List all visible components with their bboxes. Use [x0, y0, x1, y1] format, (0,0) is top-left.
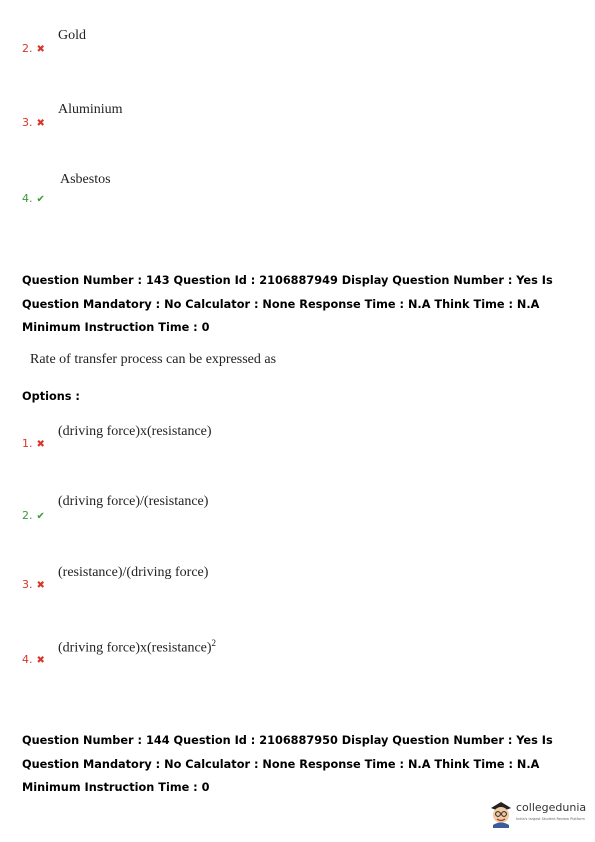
check-icon: ✔ [36, 194, 45, 205]
options-label: Options : [22, 390, 80, 403]
option-number: 2. ✔ [22, 509, 45, 522]
option-text: (driving force)x(resistance)$^2$ [58, 638, 217, 656]
option-number: 3. ✖ [22, 578, 45, 591]
option-4 [0, 172, 595, 212]
option-2 [0, 28, 595, 68]
option-number: 3. ✖ [22, 116, 45, 129]
option-text: Gold [58, 28, 86, 43]
cross-icon: ✖ [36, 44, 45, 55]
cross-icon: ✖ [36, 655, 45, 666]
cross-icon: ✖ [36, 580, 45, 591]
option-3 [0, 565, 595, 605]
superscript: 2 [211, 638, 217, 648]
option-text: (resistance)/(driving force) [58, 565, 209, 580]
question-header: Question Number : 144 Question Id : 2106887950 Display Question Number : Yes Is Question Mandatory : No Calculator : None Response Time : N.A Think Time : N.A Minimum Instruction Time : 0 [22, 734, 553, 794]
cross-icon: ✖ [36, 439, 45, 450]
cross-icon: ✖ [36, 118, 45, 129]
logo-name: collegedunia [516, 801, 587, 814]
option-2 [0, 494, 595, 534]
option-4 [0, 638, 595, 678]
option-text: (driving force)/(resistance) [58, 494, 209, 509]
option-3 [0, 102, 595, 142]
option-number: 4. ✖ [22, 653, 45, 666]
question-stem: Rate of transfer process can be expressed as [30, 352, 277, 367]
mascot-icon [488, 798, 514, 828]
collegedunia-logo [488, 798, 588, 832]
option-number: 2. ✖ [22, 42, 45, 55]
logo-tagline: India's largest Student Review Platform [516, 817, 585, 821]
option-text: (driving force)x(resistance) [58, 424, 212, 439]
option-text: Aluminium [58, 102, 123, 117]
option-1 [0, 424, 595, 464]
option-number: 4. ✔ [22, 192, 45, 205]
option-text: Asbestos [60, 172, 111, 187]
option-number: 1. ✖ [22, 437, 45, 450]
check-icon: ✔ [36, 511, 45, 522]
question-header: Question Number : 143 Question Id : 2106887949 Display Question Number : Yes Is Question Mandatory : No Calculator : None Response Time : N.A Think Time : N.A Minimum Instruction Time : 0 [22, 274, 553, 334]
